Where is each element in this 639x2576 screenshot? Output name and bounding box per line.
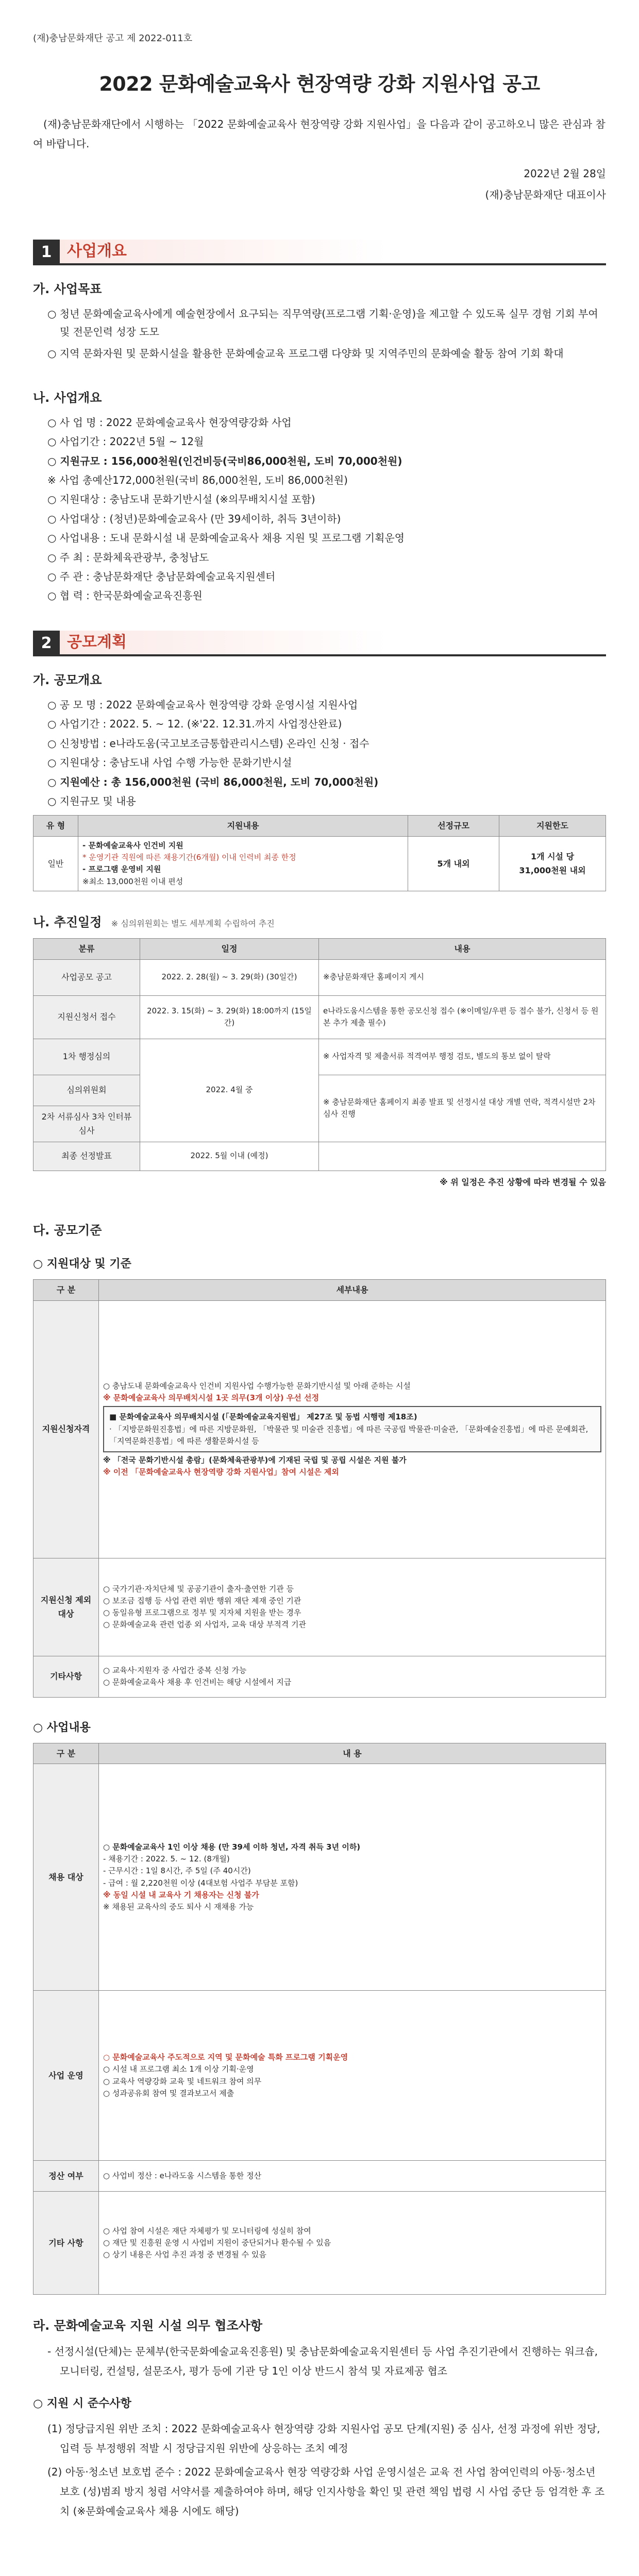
project-content-subheading: ○ 사업내용 — [33, 1721, 91, 1734]
cell-line: ○ 문화예술교육사 주도적으로 지역 및 문화예술 특화 프로그램 기획운영 — [103, 2053, 348, 2062]
table-header: 내용 — [319, 939, 606, 960]
goal-item: ○ 청년 문화예술교육사에게 예술현장에서 요구되는 직무역량(프로그램 기획·운영)을 제고할 수 있도록 실무 경험 기회 부여 및 전문인력 성장 도모 — [47, 308, 598, 338]
compliance-heading: ○ 지원 시 준수사항 — [33, 2397, 131, 2411]
table-cell: ※ 사업자격 및 제출서류 적격여부 행정 검토, 별도의 통보 없이 탈락 — [319, 1039, 606, 1075]
table-header: 지원내용 — [78, 816, 408, 837]
table-cell: 2022. 2. 28(월) ~ 3. 29(화) (30일간) — [140, 959, 319, 995]
call-item: ○ 지원대상 : 충남도내 사업 수행 가능한 문화기반시설 — [47, 756, 292, 769]
table-cell: 2022. 4월 중 — [140, 1039, 319, 1142]
cell-line: - 문화예술교육사 인건비 지원 — [82, 840, 183, 850]
table-cell — [78, 836, 408, 891]
cell-line: ○ 충남도내 문화예술교육사 인건비 지원사업 수행가능한 문화기반시설 및 아래 준하는 시설 — [103, 1381, 411, 1391]
cell-line: ○ 시설 내 프로그램 최소 1개 이상 기획·운영 — [103, 2064, 254, 2074]
table-cell: 최종 선정발표 — [33, 1142, 140, 1171]
cell-line: - 프로그램 운영비 지원 — [82, 865, 161, 874]
table-cell: 기타사항 — [33, 1656, 99, 1697]
call-item: ○ 사업기간 : 2022. 5. ~ 12. (※'22. 12.31.까지 사업정산완료) — [47, 718, 342, 731]
overview-item: ○ 협 력 : 한국문화예술교육진흥원 — [47, 589, 203, 602]
subheading-schedule — [33, 912, 606, 933]
overview-item: ○ 지원규모 : 156,000천원(인건비등(국비86,000천원, 도비 70,000천원) — [47, 454, 402, 467]
table-cell: 기타 사항 — [33, 2192, 99, 2295]
cell-line: ※ 동일 시설 내 교육사 기 채용자는 신청 불가 — [103, 1890, 259, 1900]
goal-item: ○ 지역 문화자원 및 문화시설을 활용한 문화예술교육 프로그램 다양화 및 지역주민의 문화예술 활동 참여 기회 확대 — [47, 347, 564, 360]
section-number: 1 — [33, 240, 60, 265]
table-header: 구 분 — [33, 1743, 99, 1764]
schedule-footnote: ※ 위 일정은 추진 상황에 따라 변경될 수 있음 — [440, 1177, 606, 1187]
call-item: ○ 신청방법 : e나라도움(국고보조금통합관리시스템) 온라인 신청 · 접수 — [47, 737, 369, 750]
schedule-note: ※ 심의위원회는 별도 세부계획 수립하여 추진 — [111, 918, 275, 928]
cell-line: ※ 문화예술교육사 의무배치시설 1곳 의무(3개 이상) 우선 선정 — [103, 1393, 319, 1403]
schedule-table — [33, 938, 606, 1171]
table-cell — [99, 1656, 606, 1697]
table-cell: 지원신청 제외대상 — [33, 1558, 99, 1656]
subheading-criteria: 다. 공모기준 — [33, 1223, 102, 1238]
section-header-plan — [33, 631, 606, 656]
overview-item: ○ 지원대상 : 충남도내 문화기반시설 (※의무배치시설 포함) — [47, 493, 315, 506]
table-header: 선정규모 — [408, 816, 499, 837]
cell-line: ○ 보조금 집행 등 사업 관련 위반 행위 재단 제재 중인 기관 — [103, 1596, 301, 1605]
table-header: 분류 — [33, 939, 140, 960]
table-cell: 채용 대상 — [33, 1764, 99, 1991]
table-cell: 2022. 5월 이내 (예정) — [140, 1142, 319, 1171]
cell-line: ■ 문화예술교육사 의무배치시설 (「문화예술교육지원법」 제27조 및 동법 시행령 제18조) — [109, 1412, 417, 1422]
compliance-item: (2) 아동·청소년 보호법 준수 : 2022 문화예술교육사 현장 역량강화 사업 운영시설은 교육 전 사업 참여인력의 아동·청소년 보호 (성)범죄 방지 청렴 서약서를 제출하여야 하며, 해당 인지사항을 확인 및 관련 책임 법령 시 사업 중단 등 엄격한 후 조치 (※문화예술교육사 채용 시에도 해당) — [47, 2466, 605, 2518]
table-cell: 심의위원회 — [33, 1075, 140, 1106]
table-cell: ※충남문화재단 홈페이지 게시 — [319, 959, 606, 995]
overview-item: ○ 사 업 명 : 2022 문화예술교육사 현장역량강화 사업 — [47, 416, 292, 429]
table-cell: 지원신청자격 — [33, 1300, 99, 1558]
section-title: 사업개요 — [60, 240, 606, 265]
cell-line: ※최소 13,000천원 이내 편성 — [82, 876, 183, 886]
page-title: 2022 문화예술교육사 현장역량 강화 지원사업 공고 — [99, 72, 540, 95]
cell-line: ○ 문화예술교육사 1인 이상 채용 (만 39세 이하 청년, 자격 취득 3년 이하) — [103, 1842, 361, 1852]
cell-line: 31,000천원 내외 — [519, 866, 586, 876]
cell-line: ○ 문화예술교육 관련 업종 외 사업자, 교육 대상 부적격 기관 — [103, 1620, 307, 1630]
table-cell — [99, 1991, 606, 2161]
announcement-date: 2022년 2월 28일 — [524, 167, 606, 180]
compliance-item: (1) 정당급지원 위반 조치 : 2022 문화예술교육사 현장역량 강화 지원사업 공모 단계(지원) 중 심사, 선정 과정에 위반 정당, 입력 등 부정행위 적발 시 정당급지원 위반에 상응하는 조치 예정 — [47, 2422, 600, 2455]
call-item: ○ 지원예산 : 총 156,000천원 (국비 86,000천원, 도비 70,000천원) — [47, 775, 379, 788]
table-cell: 사업공모 공고 — [33, 959, 140, 995]
overview-item: ○ 주 최 : 문화체육관광부, 충청남도 — [47, 551, 209, 564]
subheading-overview: 나. 사업개요 — [33, 390, 102, 405]
cell-line: ○ 문화예술교육사 채용 후 인건비는 해당 시설에서 지급 — [103, 1677, 292, 1687]
info-box — [103, 1406, 601, 1452]
cell-line: - 급여 : 월 2,220천원 이상 (4대보험 사업주 부담분 포함) — [103, 1878, 298, 1888]
overview-item: ○ 사업기간 : 2022년 5월 ~ 12월 — [47, 435, 204, 448]
table-cell — [99, 2192, 606, 2295]
cell-line: ○ 교육사·지원자 중 사업간 중복 신청 가능 — [103, 1665, 247, 1675]
call-item: ○ 공 모 명 : 2022 문화예술교육사 현장역량 강화 운영시설 지원사업 — [47, 698, 358, 711]
overview-item: ○ 주 관 : 충남문화재단 충남문화예술교육지원센터 — [47, 570, 276, 583]
table-header: 일정 — [140, 939, 319, 960]
support-scale-table — [33, 815, 606, 891]
cell-line: ○ 교육사 역량강화 교육 및 네트워크 참여 의무 — [103, 2076, 262, 2086]
document-number: (재)충남문화재단 공고 제 2022-011호 — [33, 33, 193, 44]
overview-item: ○ 사업대상 : (청년)문화예술교육사 (만 39세이하, 취득 3년이하) — [47, 512, 341, 525]
table-cell — [499, 836, 606, 891]
section-title: 공모계획 — [60, 631, 606, 656]
table-cell: 5개 내외 — [408, 836, 499, 891]
subheading-goals: 가. 사업목표 — [33, 282, 102, 297]
cell-line: ○ 국가기관·자치단체 및 공공기관이 출자·출연한 기관 등 — [103, 1584, 294, 1594]
table-cell: 2022. 3. 15(화) ~ 3. 29(화) 18:00까지 (15일간) — [140, 995, 319, 1039]
intro-paragraph: (재)충남문화재단에서 시행하는 「2022 문화예술교육사 현장역량 강화 지원사업」을 다음과 같이 공고하오니 많은 관심과 참여 바랍니다. — [33, 118, 606, 150]
table-cell: e나라도움시스템을 통한 공모신청 접수 (※이메일/우편 등 접수 불가, 신청서 등 원본 추가 제출 필수) — [319, 995, 606, 1039]
cell-line: ○ 성과공유회 참여 및 결과보고서 제출 — [103, 2088, 234, 2098]
table-header: 구 분 — [33, 1280, 99, 1301]
eligibility-table — [33, 1279, 606, 1698]
cell-line: ○ 동일유형 프로그램으로 정부 및 지자체 지원을 받는 경우 — [103, 1608, 301, 1618]
cell-line: - 근무시간 : 1일 8시간, 주 5일 (주 40시간) — [103, 1866, 251, 1876]
table-cell: 지원신청서 접수 — [33, 995, 140, 1039]
project-content-table — [33, 1743, 606, 2295]
cell-line: ※ 채용된 교육사의 중도 퇴사 시 재채용 가능 — [103, 1902, 254, 1912]
subheading-call-overview: 가. 공모개요 — [33, 672, 102, 687]
section-header-overview — [33, 240, 606, 265]
cell-line: 1개 시설 당 — [530, 851, 575, 861]
table-cell: 2차 서류심사 3차 인터뷰 심사 — [33, 1106, 140, 1142]
table-header: 내 용 — [99, 1743, 606, 1764]
table-header: 세부내용 — [99, 1280, 606, 1301]
cell-line: · 「지방문화원진흥법」에 따른 지방문화원, 「박물관 및 미술관 진흥법」에 따른 국공립 박물관·미술관, 「문화예술진흥법」에 따른 문예회관, 「지역문화진흥법」에 따른 생활문화시설 등 — [109, 1424, 588, 1446]
cell-line: * 운영기관 직원에 따른 채용기간(6개월) 이내 인력비 최종 한정 — [82, 853, 296, 862]
section-number: 2 — [33, 631, 60, 656]
obligations-text: - 선정시설(단체)는 문체부(한국문화예술교육진흥원) 및 충남문화예술교육지원센터 등 사업 추진기관에서 진행하는 워크숍, 모니터링, 컨설팅, 설문조사, 평가 등에 기관 당 1인 이상 반드시 참석 및 자료제공 협조 — [47, 2345, 598, 2378]
cell-line: ○ 상기 내용은 사업 추진 과정 중 변경될 수 있음 — [103, 2250, 266, 2260]
cell-line: ○ 재단 및 진흥원 운영 시 사업비 지원이 중단되거나 환수될 수 있음 — [103, 2238, 331, 2247]
table-cell — [99, 1764, 606, 1991]
subheading-obligations: 라. 문화예술교육 지원 시설 의무 협조사항 — [33, 2318, 263, 2333]
signer: (재)충남문화재단 대표이사 — [485, 188, 606, 201]
overview-item: ○ 사업내용 : 도내 문화시설 내 문화예술교육사 채용 지원 및 프로그램 기획운영 — [47, 532, 405, 545]
table-cell: 1차 행정심의 — [33, 1039, 140, 1075]
table-header: 지원한도 — [499, 816, 606, 837]
schedule-title: 나. 추진일정 — [33, 914, 102, 929]
criteria-subheading: ○ 지원대상 및 기준 — [33, 1258, 131, 1271]
table-cell: ○ 사업비 정산 : e나라도움 시스템을 통한 정산 — [99, 2161, 606, 2192]
cell-line: ※ 「전국 문화기반시설 총람」(문화체육관광부)에 기재된 국립 및 공립 시설은 지원 불가 — [103, 1455, 407, 1465]
cell-line: ○ 사업 참여 시설은 재단 자체평가 및 모니터링에 성실히 참여 — [103, 2226, 311, 2235]
cell-line: - 채용기간 : 2022. 5. ~ 12. (8개월) — [103, 1854, 230, 1864]
table-cell: ※ 충남문화재단 홈페이지 최종 발표 및 선정시설 대상 개별 연락, 적격시설만 2차 심사 진행 — [319, 1075, 606, 1142]
table-cell — [99, 1558, 606, 1656]
overview-note: ※ 사업 총예산172,000천원(국비 86,000천원, 도비 86,000천원) — [47, 473, 348, 486]
call-item: ○ 지원규모 및 내용 — [47, 794, 136, 807]
table-cell: 사업 운영 — [33, 1991, 99, 2161]
cell-line: ※ 이전 「문화예술교육사 현장역량 강화 지원사업」참여 시설은 제외 — [103, 1467, 339, 1477]
table-cell: 정산 여부 — [33, 2161, 99, 2192]
table-header: 유 형 — [33, 816, 78, 837]
table-cell — [99, 1300, 606, 1558]
table-cell: 일반 — [33, 836, 78, 891]
